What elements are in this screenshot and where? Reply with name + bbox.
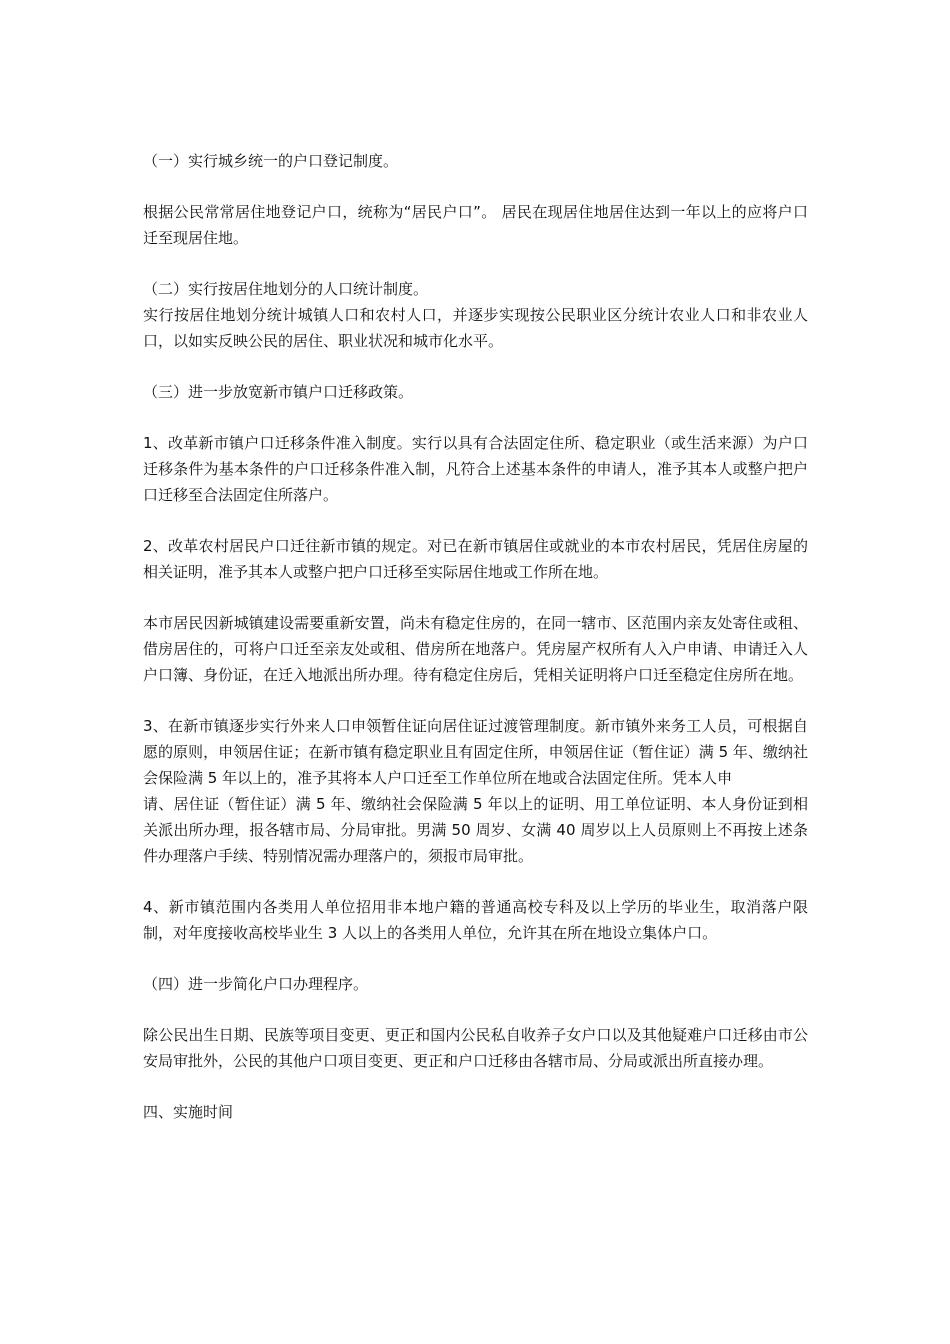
section-heading-4: （四）进一步简化户口办理程序。 [143,975,369,993]
paragraph: 本市居民因新城镇建设需要重新安置，尚未有稳定住房的，在同一辖市、区范围内亲友处寄住或租、借房居住的，可将户口迁至亲友处或租、借房所在地落户。凭房屋产权所有人入户申请、申请迁入人户口簿、身份证，在迁入地派出所办理。待有稳定住房后，凭相关证明将户口迁至稳定住房所在地。 [143,614,808,684]
paragraph: 根据公民常常居住地登记户口，统称为“居民户口”。 居民在现居住地居住达到一年以上的应将户口迁至现居住地。 [143,203,808,247]
list-item-3: 3、在新市镇逐步实行外来人口申领暂住证向居住证过渡管理制度。新市镇外来务工人员，可根据自愿的原则，申领居住证；在新市镇有稳定职业且有固定住所，申领居住证（暂住证）满 5 年、缴纳社会保险满 5 年以上的，准予其将本人户口迁至工作单位所在地或合法固定住所。凭本人申 [143,717,808,787]
section-heading-1: （一）实行城乡统一的户口登记制度。 [143,152,399,170]
list-item-4: 4、新市镇范围内各类用人单位招用非本地户籍的普通高校专科及以上学历的毕业生，取消落户限制，对年度接收高校毕业生 3 人以上的各类用人单位，允许其在所在地设立集体户口。 [143,898,808,942]
list-item-1: 1、改革新市镇户口迁移条件准入制度。实行以具有合法固定住所、稳定职业（或生活来源）为户口迁移条件为基本条件的户口迁移条件准入制，凡符合上述基本条件的申请人，准予其本人或整户把户口迁移至合法固定住所落户。 [143,434,808,504]
document-body [143,148,808,1125]
section-heading-2: （二）实行按居住地划分的人口统计制度。 [143,280,429,298]
paragraph-continuation: 请、居住证（暂住证）满 5 年、缴纳社会保险满 5 年以上的证明、用工单位证明、本人身份证到相关派出所办理，报各辖市局、分局审批。男满 50 周岁、女满 40 周岁以上人员原则上不再按上述条件办理落户手续、特别情况需办理落户的，须报市局审批。 [143,795,808,865]
section-heading-3: （三）进一步放宽新市镇户口迁移政策。 [143,383,414,401]
paragraph: 实行按居住地划分统计城镇人口和农村人口，并逐步实现按公民职业区分统计农业人口和非农业人口，以如实反映公民的居住、职业状况和城市化水平。 [143,306,808,350]
section-heading-5: 四、实施时间 [143,1103,234,1121]
paragraph: 除公民出生日期、民族等项目变更、更正和国内公民私自收养子女户口以及其他疑难户口迁移由市公安局审批外，公民的其他户口项目变更、更正和户口迁移由各辖市局、分局或派出所直接办理。 [143,1026,808,1070]
list-item-2: 2、改革农村居民户口迁往新市镇的规定。对已在新市镇居住或就业的本市农村居民，凭居住房屋的相关证明，准予其本人或整户把户口迁移至实际居住地或工作所在地。 [143,537,808,581]
